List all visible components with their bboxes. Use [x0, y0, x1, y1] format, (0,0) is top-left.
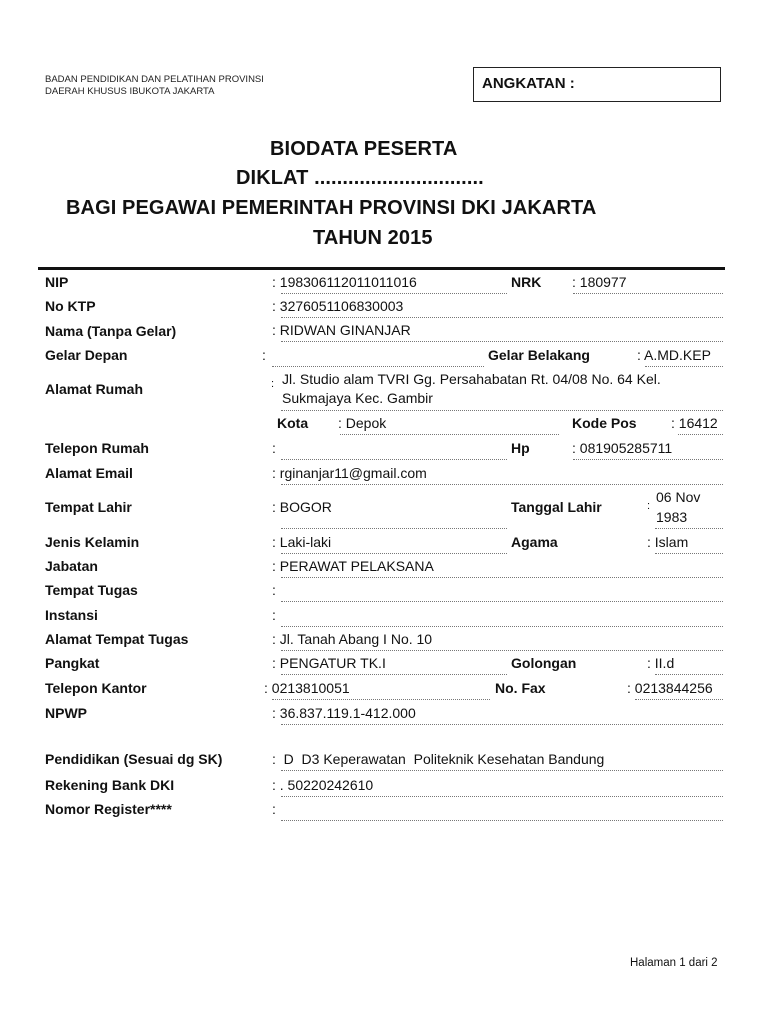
jenis-kelamin-underline: [281, 553, 507, 554]
nip-label: NIP: [45, 274, 69, 290]
hp-label: Hp: [511, 440, 530, 456]
org-name-line1: BADAN PENDIDIKAN DAN PELATIHAN PROVINSI: [45, 74, 264, 85]
instansi-underline: [281, 626, 723, 627]
tanggal-lahir-day-month: 06 Nov: [656, 489, 701, 505]
hp-underline: [573, 459, 723, 460]
title-bagi-pegawai: BAGI PEGAWAI PEMERINTAH PROVINSI DKI JAKARTA: [66, 197, 597, 219]
kode-pos-label: Kode Pos: [572, 415, 637, 431]
header-divider: [38, 267, 725, 270]
no-fax-underline: [635, 699, 723, 700]
nip-value: : 198306112011011016: [272, 274, 417, 290]
jabatan-label: Jabatan: [45, 558, 98, 574]
gelar-depan-label: Gelar Depan: [45, 347, 128, 363]
golongan-label: Golongan: [511, 655, 577, 671]
no-fax-label: No. Fax: [495, 680, 546, 696]
kode-pos-underline: [678, 434, 723, 435]
org-name-line2: DAERAH KHUSUS IBUKOTA JAKARTA: [45, 86, 215, 97]
page-number: Halaman 1 dari 2: [630, 957, 718, 969]
no-fax-value: : 0213844256: [627, 680, 713, 696]
ktp-underline: [281, 317, 723, 318]
gelar-depan-value: :: [262, 347, 266, 363]
npwp-value: : 36.837.119.1-412.000: [272, 705, 416, 721]
instansi-value: :: [272, 607, 276, 623]
email-label: Alamat Email: [45, 465, 133, 481]
tanggal-lahir-underline: [655, 528, 723, 529]
telepon-rumah-label: Telepon Rumah: [45, 440, 149, 456]
jabatan-underline: [281, 577, 723, 578]
email-value: : rginanjar11@gmail.com: [272, 465, 427, 481]
pendidikan-underline: [281, 770, 723, 771]
jenis-kelamin-label: Jenis Kelamin: [45, 534, 140, 550]
tanggal-lahir-colon: :: [647, 500, 651, 512]
kode-pos-value: : 16412: [671, 415, 718, 431]
telepon-kantor-value: : 0213810051: [264, 680, 350, 696]
ktp-label: No KTP: [45, 298, 96, 314]
alamat-rumah-line1: Jl. Studio alam TVRI Gg. Persahabatan Rt. 04/08 No. 64 Kel.: [282, 371, 661, 387]
kota-underline: [340, 434, 559, 435]
tempat-lahir-value: : BOGOR: [272, 499, 332, 515]
tempat-lahir-underline: [281, 528, 507, 529]
agama-label: Agama: [511, 534, 558, 550]
angkatan-box: [473, 67, 721, 102]
email-underline: [281, 484, 723, 485]
nama-label: Nama (Tanpa Gelar): [45, 323, 177, 339]
jenis-kelamin-value: : Laki-laki: [272, 534, 332, 550]
kota-value: : Depok: [338, 415, 387, 431]
title-diklat: DIKLAT ..............................: [236, 167, 484, 189]
alamat-rumah-colon: :: [271, 378, 275, 390]
tempat-lahir-label: Tempat Lahir: [45, 499, 132, 515]
alamat-rumah-underline: [281, 410, 723, 411]
tempat-tugas-value: :: [272, 582, 276, 598]
title-tahun: TAHUN 2015: [313, 227, 433, 249]
pangkat-underline: [281, 674, 507, 675]
npwp-underline: [281, 724, 723, 725]
alamat-tempat-tugas-underline: [281, 650, 723, 651]
title-biodata: BIODATA PESERTA: [270, 138, 458, 160]
telepon-rumah-underline: [281, 459, 507, 460]
nomor-register-value: :: [272, 801, 276, 817]
pangkat-value: : PENGATUR TK.I: [272, 655, 386, 671]
tempat-tugas-underline: [281, 601, 723, 602]
telepon-kantor-underline: [272, 699, 490, 700]
pendidikan-value: : D D3 Keperawatan Politeknik Kesehatan Bandung: [272, 751, 605, 767]
tanggal-lahir-label: Tanggal Lahir: [511, 499, 602, 515]
gelar-belakang-value: : A.MD.KEP: [637, 347, 711, 363]
nrk-value: : 180977: [572, 274, 627, 290]
tempat-tugas-label: Tempat Tugas: [45, 582, 138, 598]
nrk-underline: [573, 293, 723, 294]
alamat-rumah-line2: Sukmajaya Kec. Gambir: [282, 390, 433, 406]
instansi-label: Instansi: [45, 607, 98, 623]
nama-underline: [281, 341, 723, 342]
kota-label: Kota: [277, 415, 309, 431]
pendidikan-label: Pendidikan (Sesuai dg SK): [45, 751, 223, 767]
nip-underline: [281, 293, 507, 294]
hp-value: : 081905285711: [572, 440, 673, 456]
alamat-tempat-tugas-label: Alamat Tempat Tugas: [45, 631, 189, 647]
telepon-kantor-label: Telepon Kantor: [45, 680, 147, 696]
agama-underline: [655, 553, 723, 554]
alamat-tempat-tugas-value: : Jl. Tanah Abang I No. 10: [272, 631, 433, 647]
telepon-rumah-value: :: [272, 440, 276, 456]
nomor-register-label: Nomor Register****: [45, 801, 172, 817]
golongan-value: : II.d: [647, 655, 675, 671]
rekening-value: : . 50220242610: [272, 777, 374, 793]
nrk-label: NRK: [511, 274, 542, 290]
rekening-label: Rekening Bank DKI: [45, 777, 175, 793]
npwp-label: NPWP: [45, 705, 87, 721]
rekening-underline: [281, 796, 723, 797]
agama-value: : Islam: [647, 534, 689, 550]
golongan-underline: [655, 674, 723, 675]
gelar-belakang-underline: [645, 366, 723, 367]
angkatan-label: ANGKATAN :: [482, 75, 575, 92]
gelar-depan-underline: [272, 366, 484, 367]
nama-value: : RIDWAN GINANJAR: [272, 322, 411, 338]
jabatan-value: : PERAWAT PELAKSANA: [272, 558, 434, 574]
alamat-rumah-label: Alamat Rumah: [45, 381, 144, 397]
tanggal-lahir-year: 1983: [656, 509, 688, 525]
gelar-belakang-label: Gelar Belakang: [488, 347, 590, 363]
nomor-register-underline: [281, 820, 723, 821]
pangkat-label: Pangkat: [45, 655, 100, 671]
ktp-value: : 3276051106830003: [272, 298, 404, 314]
